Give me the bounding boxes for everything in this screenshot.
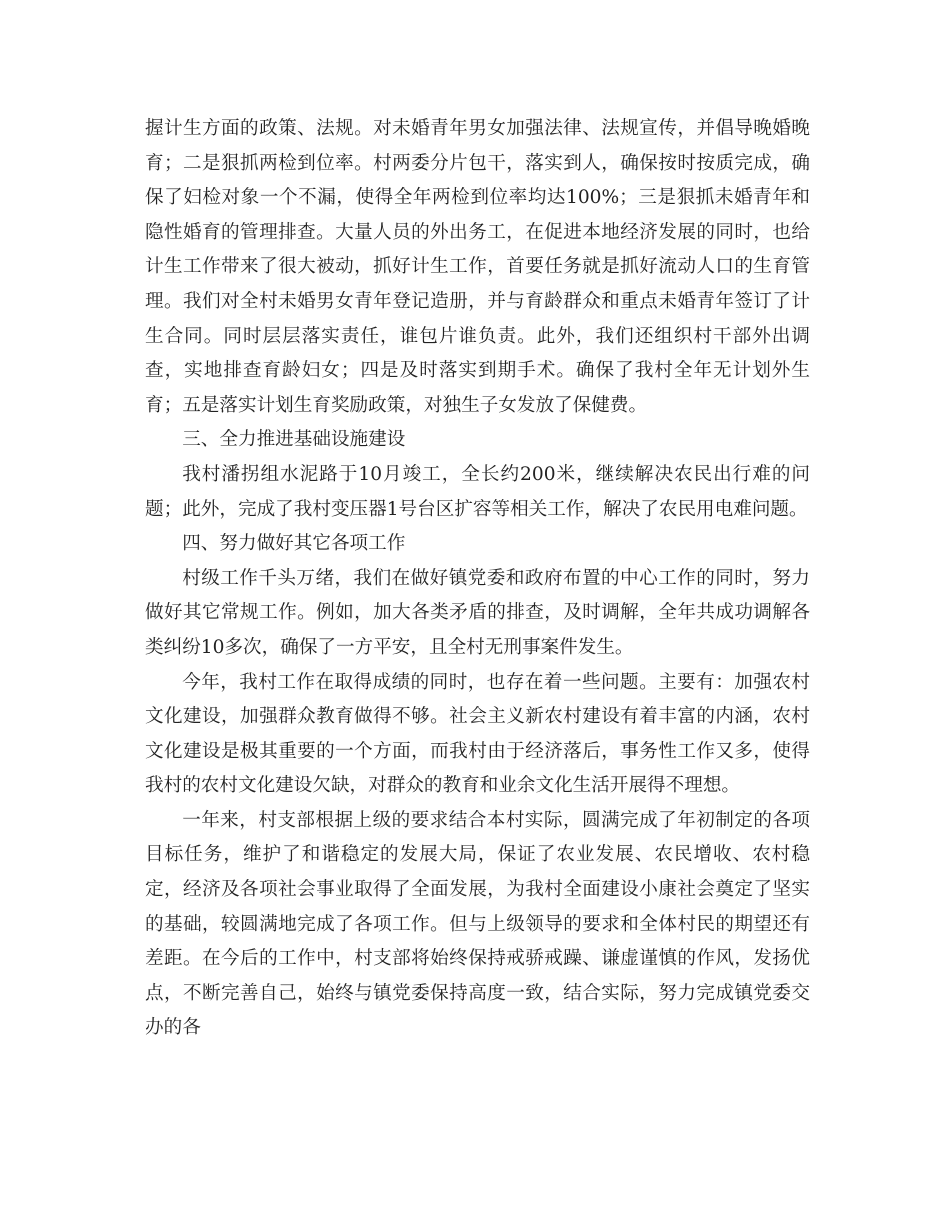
paragraph-infrastructure: 我村潘拐组水泥路于10月竣工，全长约200米，继续解决农民出行难的问题；此外，完成了我村变压器1号台区扩容等相关工作，解决了农民用电难问题。 <box>145 463 810 520</box>
heading-infrastructure: 三、全力推进基础设施建设 <box>182 429 406 451</box>
paragraph-family-planning: 握计生方面的政策、法规。对未婚青年男女加强法律、法规宣传，并倡导晚婚晚育；二是狠抓两检到位率。村两委分片包干，落实到人，确保按时按质完成，确保了妇检对象一个不漏，使得全年两检到位率均达100%；三是狠抓未婚青年和隐性婚育的管理排查。大量人员的外出务工，在促进本地经济发展的同时，也给计生工作带来了很大被动，抓好计生工作，首要任务就是抓好流动人口的生育管理。我们对全村未婚男女青年登记造册，并与育龄群众和重点未婚青年签订了计生合同。同时层层落实责任，谁包片谁负责。此外，我们还组织村干部外出调查，实地排查育龄妇女；四是及时落实到期手术。确保了我村全年无计划外生育；五是落实计划生育奖励政策，对独生子女发放了保健费。 <box>145 118 810 416</box>
paragraph-other-work: 村级工作千头万绪，我们在做好镇党委和政府布置的中心工作的同时，努力做好其它常规工作。例如，加大各类矛盾的排查，及时调解，全年共成功调解各类纠纷10多次，确保了一方平安，且全村无刑事案件发生。 <box>145 567 810 658</box>
document-page <box>145 112 810 1046</box>
heading-other-work: 四、努力做好其它各项工作 <box>182 533 406 555</box>
paragraph-summary: 一年来，村支部根据上级的要求结合本村实际，圆满完成了年初制定的各项目标任务，维护了和谐稳定的发展大局，保证了农业发展、农民增收、农村稳定，经济及各项社会事业取得了全面发展，为我村全面建设小康社会奠定了坚实的基础，较圆满地完成了各项工作。但与上级领导的要求和全体村民的期望还有差距。在今后的工作中，村支部将始终保持戒骄戒躁、谦虚谨慎的作风，发扬优点，不断完善自己，始终与镇党委保持高度一致，结合实际，努力完成镇党委交办的各 <box>145 809 810 1039</box>
paragraph-problems: 今年，我村工作在取得成绩的同时，也存在着一些问题。主要有：加强农村文化建设，加强群众教育做得不够。社会主义新农村建设有着丰富的内涵，农村文化建设是极其重要的一个方面，而我村由于经济落后，事务性工作又多，使得我村的农村文化建设欠缺，对群众的教育和业余文化生活开展得不理想。 <box>145 671 810 797</box>
